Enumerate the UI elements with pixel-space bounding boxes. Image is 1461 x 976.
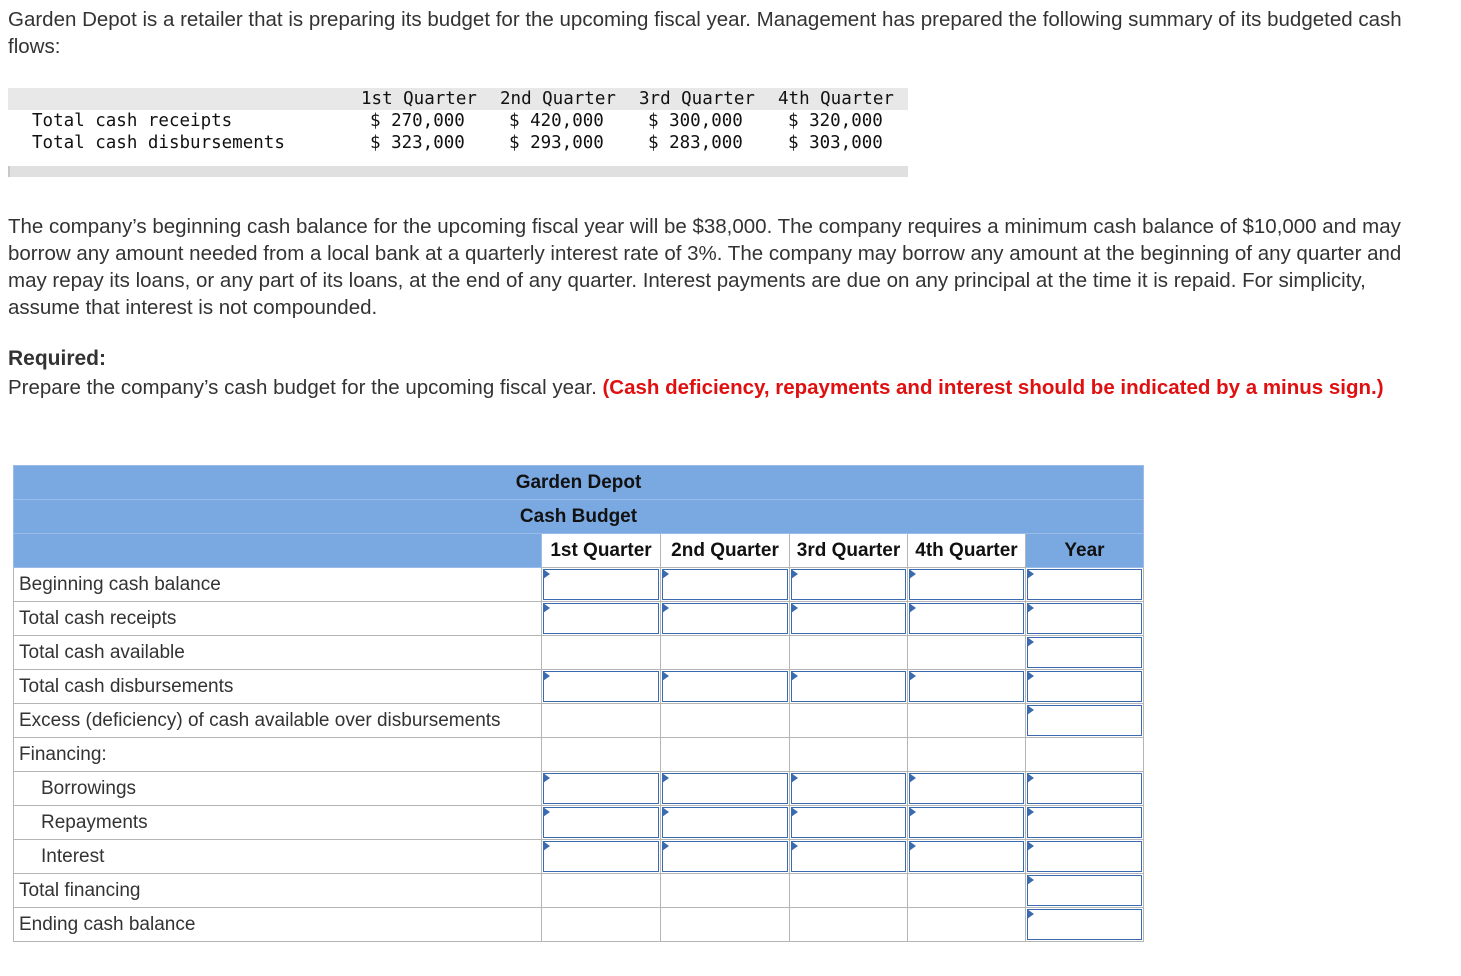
input-marker-icon bbox=[543, 671, 550, 681]
input-marker-icon bbox=[791, 841, 798, 851]
budget-input-cell[interactable] bbox=[908, 670, 1026, 704]
budget-empty-cell bbox=[542, 636, 661, 670]
budget-empty-cell bbox=[1026, 738, 1144, 772]
budget-input-cell[interactable] bbox=[1026, 670, 1144, 704]
budget-input-cell[interactable] bbox=[790, 568, 908, 602]
input-marker-icon bbox=[543, 841, 550, 851]
budget-row bbox=[14, 772, 1144, 806]
budget-row bbox=[14, 908, 1144, 942]
budget-input-cell[interactable] bbox=[908, 568, 1026, 602]
summary-row-label: Total cash disbursements bbox=[32, 133, 285, 153]
input-marker-icon bbox=[791, 603, 798, 613]
budget-empty-cell bbox=[542, 874, 661, 908]
budget-row-label: Ending cash balance bbox=[14, 908, 542, 942]
budget-input-field[interactable] bbox=[543, 773, 659, 804]
col-header-year: Year bbox=[1026, 534, 1144, 568]
input-marker-icon bbox=[662, 841, 669, 851]
summary-cell: $ 300,000 bbox=[648, 111, 743, 131]
budget-empty-cell bbox=[661, 704, 790, 738]
summary-cell: $ 320,000 bbox=[788, 111, 883, 131]
budget-row bbox=[14, 670, 1144, 704]
budget-input-field[interactable] bbox=[1027, 875, 1142, 906]
input-marker-icon bbox=[662, 603, 669, 613]
budget-input-field[interactable] bbox=[543, 671, 659, 702]
summary-cell: $ 303,000 bbox=[788, 133, 883, 153]
budget-columns-row bbox=[14, 534, 1144, 568]
summary-table-footer bbox=[8, 166, 908, 177]
summary-col-q4: 4th Quarter bbox=[778, 89, 894, 109]
input-marker-icon bbox=[543, 773, 550, 783]
budget-input-field[interactable] bbox=[1027, 841, 1142, 872]
budget-row-label: Total cash disbursements bbox=[14, 670, 542, 704]
input-marker-icon bbox=[543, 807, 550, 817]
budget-empty-cell bbox=[790, 874, 908, 908]
input-marker-icon bbox=[1027, 807, 1034, 817]
budget-input-field[interactable] bbox=[662, 671, 788, 702]
budget-input-cell[interactable] bbox=[661, 806, 790, 840]
summary-cell: $ 420,000 bbox=[509, 111, 604, 131]
input-marker-icon bbox=[1027, 671, 1034, 681]
budget-input-field[interactable] bbox=[1027, 671, 1142, 702]
input-marker-icon bbox=[662, 671, 669, 681]
budget-empty-cell bbox=[908, 874, 1026, 908]
budget-input-cell[interactable] bbox=[790, 602, 908, 636]
summary-cell: $ 270,000 bbox=[370, 111, 465, 131]
summary-cell: $ 293,000 bbox=[509, 133, 604, 153]
cash-budget-table bbox=[13, 465, 1144, 942]
budget-empty-cell bbox=[661, 636, 790, 670]
budget-input-field[interactable] bbox=[909, 773, 1024, 804]
budget-input-field[interactable] bbox=[1027, 603, 1142, 634]
budget-header-blank bbox=[14, 534, 542, 568]
budget-input-field[interactable] bbox=[791, 841, 906, 872]
input-marker-icon bbox=[909, 807, 916, 817]
budget-row bbox=[14, 840, 1144, 874]
budget-empty-cell bbox=[790, 704, 908, 738]
budget-row bbox=[14, 874, 1144, 908]
budget-input-cell[interactable] bbox=[908, 840, 1026, 874]
budget-input-cell[interactable] bbox=[790, 806, 908, 840]
budget-empty-cell bbox=[790, 908, 908, 942]
required-text: Prepare the company’s cash budget for the upcoming fiscal year. bbox=[8, 376, 603, 399]
budget-row bbox=[14, 602, 1144, 636]
budget-input-cell[interactable] bbox=[542, 772, 661, 806]
input-marker-icon bbox=[909, 671, 916, 681]
input-marker-icon bbox=[1027, 841, 1034, 851]
budget-empty-cell bbox=[661, 874, 790, 908]
input-marker-icon bbox=[909, 569, 916, 579]
input-marker-icon bbox=[909, 841, 916, 851]
budget-empty-cell bbox=[908, 704, 1026, 738]
budget-row bbox=[14, 806, 1144, 840]
budget-row-label: Repayments bbox=[14, 806, 542, 840]
budget-input-field[interactable] bbox=[791, 807, 906, 838]
budget-empty-cell bbox=[908, 908, 1026, 942]
budget-input-cell[interactable] bbox=[542, 670, 661, 704]
input-marker-icon bbox=[1027, 909, 1034, 919]
budget-input-cell[interactable] bbox=[1026, 568, 1144, 602]
budget-row-label: Total cash available bbox=[14, 636, 542, 670]
budget-empty-cell bbox=[908, 636, 1026, 670]
budget-company-row bbox=[14, 466, 1144, 500]
budget-empty-cell bbox=[790, 738, 908, 772]
budget-row-label: Excess (deficiency) of cash available over disbursements bbox=[14, 704, 542, 738]
budget-empty-cell bbox=[908, 738, 1026, 772]
input-marker-icon bbox=[909, 603, 916, 613]
budget-input-field[interactable] bbox=[909, 671, 1024, 702]
summary-col-q3: 3rd Quarter bbox=[639, 89, 755, 109]
budget-row-label: Financing: bbox=[14, 738, 542, 772]
input-marker-icon bbox=[543, 569, 550, 579]
input-marker-icon bbox=[662, 569, 669, 579]
budget-row bbox=[14, 738, 1144, 772]
input-marker-icon bbox=[662, 807, 669, 817]
budget-row-label: Borrowings bbox=[14, 772, 542, 806]
budget-input-cell[interactable] bbox=[1026, 636, 1144, 670]
input-marker-icon bbox=[791, 569, 798, 579]
budget-company-name: Garden Depot bbox=[14, 466, 1144, 500]
budget-input-field[interactable] bbox=[909, 603, 1024, 634]
budget-row bbox=[14, 704, 1144, 738]
budget-input-cell[interactable] bbox=[542, 806, 661, 840]
budget-input-field[interactable] bbox=[662, 807, 788, 838]
budget-row bbox=[14, 568, 1144, 602]
budget-input-field[interactable] bbox=[791, 773, 906, 804]
budget-input-cell[interactable] bbox=[661, 670, 790, 704]
budget-row bbox=[14, 636, 1144, 670]
budget-input-field[interactable] bbox=[662, 841, 788, 872]
summary-row-disbursements bbox=[8, 133, 908, 156]
budget-input-cell[interactable] bbox=[1026, 602, 1144, 636]
input-marker-icon bbox=[1027, 637, 1034, 647]
budget-input-cell[interactable] bbox=[1026, 908, 1144, 942]
budget-row-label: Total cash receipts bbox=[14, 602, 542, 636]
budget-input-field[interactable] bbox=[791, 603, 906, 634]
budget-input-cell[interactable] bbox=[1026, 772, 1144, 806]
input-marker-icon bbox=[791, 773, 798, 783]
budget-input-field[interactable] bbox=[543, 807, 659, 838]
required-note: (Cash deficiency, repayments and interest should be indicated by a minus sign.) bbox=[602, 376, 1384, 399]
budget-input-cell[interactable] bbox=[661, 568, 790, 602]
summary-row-label: Total cash receipts bbox=[32, 111, 233, 131]
input-marker-icon bbox=[1027, 773, 1034, 783]
summary-col-q1: 1st Quarter bbox=[361, 89, 477, 109]
summary-table bbox=[8, 88, 908, 156]
budget-empty-cell bbox=[790, 636, 908, 670]
budget-input-cell[interactable] bbox=[661, 772, 790, 806]
budget-input-field[interactable] bbox=[909, 569, 1024, 600]
budget-input-cell[interactable] bbox=[1026, 704, 1144, 738]
budget-input-cell[interactable] bbox=[661, 602, 790, 636]
budget-input-field[interactable] bbox=[791, 671, 906, 702]
budget-input-cell[interactable] bbox=[790, 840, 908, 874]
input-marker-icon bbox=[1027, 603, 1034, 613]
input-marker-icon bbox=[1027, 569, 1034, 579]
input-marker-icon bbox=[662, 773, 669, 783]
budget-input-cell[interactable] bbox=[908, 602, 1026, 636]
input-marker-icon bbox=[791, 807, 798, 817]
input-marker-icon bbox=[791, 671, 798, 681]
summary-row-receipts bbox=[8, 110, 908, 133]
input-marker-icon bbox=[1027, 875, 1034, 885]
budget-empty-cell bbox=[661, 908, 790, 942]
budget-title-row bbox=[14, 500, 1144, 534]
required-heading: Required: bbox=[8, 347, 107, 370]
budget-input-field[interactable] bbox=[1027, 909, 1142, 940]
budget-input-field[interactable] bbox=[1027, 807, 1142, 838]
budget-input-field[interactable] bbox=[1027, 705, 1142, 736]
body-paragraph: The company’s beginning cash balance for the upcoming fiscal year will be $38,000. The company requires a minimum cash balance of $10,000 and may borrow any amount needed from a local bank at a quarterly interest rate of 3%. The company may borrow any amount at the beginning of any quarter and may repay its loans, or any part of its loans, at the end of any quarter. Interest payments are due on any principal at the time it is repaid. For simplicity, assume that interest is not compounded. bbox=[8, 215, 1402, 319]
budget-title: Cash Budget bbox=[14, 500, 1144, 534]
input-marker-icon bbox=[543, 603, 550, 613]
budget-input-cell[interactable] bbox=[790, 772, 908, 806]
budget-input-field[interactable] bbox=[543, 569, 659, 600]
budget-input-field[interactable] bbox=[543, 841, 659, 872]
budget-empty-cell bbox=[542, 908, 661, 942]
budget-row-label: Total financing bbox=[14, 874, 542, 908]
budget-input-field[interactable] bbox=[909, 841, 1024, 872]
budget-input-field[interactable] bbox=[662, 603, 788, 634]
budget-input-field[interactable] bbox=[909, 807, 1024, 838]
col-header-q4: 4th Quarter bbox=[908, 534, 1026, 568]
summary-header bbox=[8, 88, 908, 110]
budget-input-cell[interactable] bbox=[1026, 840, 1144, 874]
budget-input-cell[interactable] bbox=[908, 772, 1026, 806]
budget-input-field[interactable] bbox=[1027, 569, 1142, 600]
budget-input-cell[interactable] bbox=[790, 670, 908, 704]
budget-input-cell[interactable] bbox=[1026, 874, 1144, 908]
input-marker-icon bbox=[909, 773, 916, 783]
budget-empty-cell bbox=[542, 738, 661, 772]
budget-input-field[interactable] bbox=[662, 773, 788, 804]
summary-col-q2: 2nd Quarter bbox=[500, 89, 616, 109]
budget-input-cell[interactable] bbox=[1026, 806, 1144, 840]
budget-input-field[interactable] bbox=[791, 569, 906, 600]
budget-input-field[interactable] bbox=[1027, 637, 1142, 668]
budget-input-field[interactable] bbox=[543, 603, 659, 634]
input-marker-icon bbox=[1027, 705, 1034, 715]
budget-input-field[interactable] bbox=[662, 569, 788, 600]
budget-row-label: Interest bbox=[14, 840, 542, 874]
budget-row-label: Beginning cash balance bbox=[14, 568, 542, 602]
budget-input-cell[interactable] bbox=[542, 602, 661, 636]
budget-input-cell[interactable] bbox=[661, 840, 790, 874]
budget-input-field[interactable] bbox=[1027, 773, 1142, 804]
intro-paragraph: Garden Depot is a retailer that is preparing its budget for the upcoming fiscal year. Management has prepared the following summary of its budgeted cash flows: bbox=[8, 8, 1402, 58]
budget-input-cell[interactable] bbox=[542, 840, 661, 874]
col-header-q3: 3rd Quarter bbox=[790, 534, 908, 568]
budget-empty-cell bbox=[661, 738, 790, 772]
required-instructions bbox=[8, 374, 1448, 401]
summary-cell: $ 323,000 bbox=[370, 133, 465, 153]
budget-empty-cell bbox=[542, 704, 661, 738]
summary-cell: $ 283,000 bbox=[648, 133, 743, 153]
col-header-q2: 2nd Quarter bbox=[661, 534, 790, 568]
budget-input-cell[interactable] bbox=[908, 806, 1026, 840]
col-header-q1: 1st Quarter bbox=[542, 534, 661, 568]
budget-input-cell[interactable] bbox=[542, 568, 661, 602]
